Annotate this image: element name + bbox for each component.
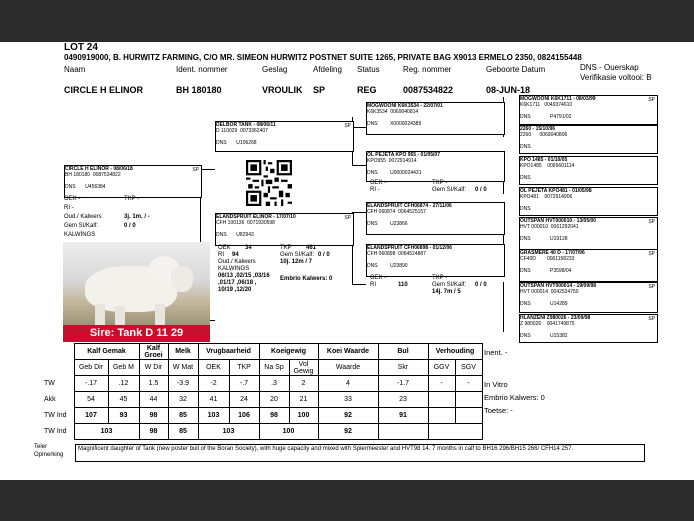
header-status: Status — [357, 65, 380, 74]
header-name: Naam — [64, 65, 86, 74]
grid-cell: 103 — [198, 424, 259, 440]
self-oud-value: 3j. 1m. / - — [124, 214, 150, 220]
grid-cell: 93 — [108, 408, 139, 424]
grid-cell: 1.5 — [139, 376, 168, 392]
row-label: TW — [44, 380, 55, 387]
grid-cell — [428, 392, 455, 408]
great-grandparent-box — [519, 156, 658, 185]
group-kalf-groei: Kalf Groei — [139, 344, 168, 360]
grid-cell: 54 — [74, 392, 108, 408]
box-title: GRASMERE 40 D - 17/07/96 — [520, 250, 585, 256]
sp-label: SP — [648, 97, 655, 103]
dam-kalwing-dates: 06/13 ,02/15 ,03/16 — [218, 273, 270, 279]
dam-kalwing-dates: ,01/17 ,06/18 , — [218, 280, 257, 286]
box-title: ELANDSPRUIT CFH06898 - 01/12/06 — [367, 245, 453, 251]
self-pedigree-box — [64, 165, 202, 198]
box-title: KPO 1485 - 01/10/05 — [520, 157, 568, 163]
box-reg: 0064525157 — [398, 209, 426, 215]
box-id: KPO481 — [520, 194, 539, 200]
gp-ri-value: 110 — [398, 282, 408, 288]
grid-cell: 103 — [74, 424, 139, 440]
grid-cell: -1.7 — [378, 376, 428, 392]
sire-pedigree-box — [215, 121, 354, 152]
qr-code — [246, 160, 292, 206]
box-dns: U23890 — [390, 263, 408, 269]
grid-cell: 107 — [74, 408, 108, 424]
owner-line: 0490919000, B. HURWITZ FARMING, C/O MR. SIMEON HURWITZ POSTNET SUITE 1265, PRIVATE BAG X9013 ERMELO 2350, 0824155448 — [64, 53, 582, 62]
sp-label: SP — [344, 215, 351, 221]
great-grandparent-box — [519, 282, 658, 313]
gp-tkp: TKP - — [432, 180, 448, 186]
sp-label: SP — [648, 316, 655, 322]
dam-tkp-value: 461 — [306, 245, 317, 251]
grid-cell — [455, 392, 482, 408]
sire-banner: Sire: Tank D 11 29 — [63, 325, 210, 342]
box-reg: 0072914914 — [388, 158, 417, 164]
dns-label: DNS — [216, 232, 227, 238]
embrio-kalwers-label: Embrio Kalwers: 0 — [484, 393, 545, 402]
box-title: CIRCLE H ELINOR - 08/06/18 — [65, 166, 133, 172]
group-vrugbaarheid: Vrugbaarheid — [198, 344, 259, 360]
self-ri: RI - — [64, 205, 74, 211]
box-reg: 0072914906 — [544, 194, 573, 200]
header-dob: Geboorte Datum — [486, 65, 546, 74]
row-label: TW Ind — [44, 428, 67, 435]
great-grandparent-box — [519, 314, 658, 343]
self-kalwings: KALWINGS — [64, 232, 96, 238]
header-dns: DNS - Ouerskap — [580, 63, 639, 72]
sub-header: SGV — [455, 360, 482, 376]
dns-label: DNS — [520, 114, 531, 120]
box-id: CFH 060898 — [367, 251, 396, 257]
sub-header: Skr — [378, 360, 428, 376]
animal-dob: 08-JUN-18 — [486, 85, 531, 95]
box-title: ELANDSPRUIT CFH06874 - 27/11/06 — [367, 203, 452, 209]
grid-cell: 85 — [168, 408, 198, 424]
dns-label: DNS — [520, 333, 531, 339]
dam-ri-label: RI — [218, 252, 224, 258]
sp-label: SP — [648, 251, 655, 257]
grandparent-box — [366, 202, 505, 235]
grid-cell: 91 — [378, 408, 428, 424]
dns-label: DNS — [520, 268, 531, 274]
grid-cell: 33 — [318, 392, 378, 408]
grid-cell: -3.9 — [168, 376, 198, 392]
box-title: MOGWOONI K6K3534 - 22/07/01 — [367, 103, 443, 109]
great-grandparent-box — [519, 187, 658, 216]
grid-cell: .12 — [108, 376, 139, 392]
sp-label: SP — [648, 284, 655, 290]
gp-tkp: TKP - — [432, 275, 448, 281]
grid-cell — [455, 408, 482, 424]
box-dns: U14289 — [550, 301, 568, 307]
box-dns: U15382 — [550, 333, 568, 339]
box-dns: U82943 — [236, 232, 254, 238]
dns-label: DNS — [367, 170, 378, 176]
grid-cell: 23 — [378, 392, 428, 408]
box-id: CFH 060874 — [367, 209, 396, 215]
sub-header: TKP — [229, 360, 259, 376]
animal-name: CIRCLE H ELINOR — [64, 85, 144, 95]
grid-cell — [428, 408, 455, 424]
dns-label: DNS — [520, 236, 531, 242]
box-reg: 0049374610 — [544, 102, 573, 108]
box-id: Z 980026 — [520, 321, 542, 327]
header-sex: Geslag — [262, 65, 288, 74]
dam-oek-label: OEK — [218, 245, 231, 251]
grid-cell: 21 — [289, 392, 318, 408]
box-dns: U23866 — [390, 221, 408, 227]
box-reg: 0061292041 — [550, 224, 579, 230]
box-dns: P4791/02 — [550, 114, 572, 120]
animal-status: REG — [357, 85, 377, 95]
grid-cell: 106 — [229, 408, 259, 424]
self-gem-value: 0 / 0 — [124, 223, 136, 229]
sub-header: W Dir — [139, 360, 168, 376]
in-vitro-label: In Vitro — [484, 380, 508, 389]
box-title: OL PEJETA KPO481 - 01/05/98 — [520, 188, 592, 194]
grandparent-box — [366, 151, 505, 182]
self-tkp: TKP - — [124, 196, 140, 202]
box-title: ELANDSPRUIT ELINOR - 17/07/10 — [216, 214, 296, 220]
grid-cell: 103 — [198, 408, 229, 424]
performance-grid — [44, 343, 483, 440]
grandparent-box — [366, 244, 505, 277]
box-title: DELBOR TANK - 08/06/11 — [216, 122, 276, 128]
box-title: OUTSPAN HVT000014 - 19/09/98 — [520, 283, 597, 289]
grid-cell: 98 — [259, 408, 289, 424]
great-grandparent-box — [519, 125, 658, 154]
remark-label: Teler — [34, 444, 48, 450]
box-dns: P3598/04 — [550, 268, 572, 274]
group-kalf-gemak: Kalf Gemak — [74, 344, 139, 360]
box-reg: 0064524887 — [398, 251, 426, 257]
grid-cell: 2 — [289, 376, 318, 392]
sub-header: OEK — [198, 360, 229, 376]
group-bul: Bul — [378, 344, 428, 360]
box-reg: 0087534822 — [92, 172, 121, 178]
box-id: KPO955 — [367, 158, 386, 164]
box-id: CF40D — [520, 256, 536, 262]
box-dns: X0000024389 — [390, 121, 422, 127]
header-ident: Ident. nommer — [176, 65, 228, 74]
remark-label: Opmerking — [34, 452, 64, 458]
grid-cell: 4 — [318, 376, 378, 392]
self-oud-label: Oud./ Kalwers — [64, 214, 102, 220]
grid-cell: -.7 — [229, 376, 259, 392]
sub-header: W Mat — [168, 360, 198, 376]
animal-section: SP — [313, 85, 326, 95]
grid-cell: 44 — [139, 392, 168, 408]
box-id: 2260 — [520, 132, 532, 138]
box-dns: U19128 — [550, 236, 568, 242]
box-dns: U106268 — [236, 140, 257, 146]
gp-ri: RI - — [370, 187, 380, 193]
header-reg: Reg. nommer — [403, 65, 452, 74]
dam-tkp-label: TKP — [280, 245, 292, 251]
box-title: MOGWOONI K6K1711 - 08/03/99 — [520, 96, 596, 102]
connector-line — [352, 165, 366, 166]
gp-oek: OEK - — [370, 180, 387, 186]
sp-label: SP — [344, 123, 351, 129]
header-verification: Verifikasie voltooi: B — [580, 73, 652, 82]
gp-gem-label: Gem SI/Kalf: — [432, 187, 467, 193]
self-gem-label: Gem SI/Kalf: — [64, 223, 99, 229]
box-id: KPO1485 — [520, 163, 542, 169]
self-oek: OEK - — [64, 196, 81, 202]
gp-oud-value: 14j. 7m / 5 — [432, 289, 461, 295]
gp-gem-label: Gem SI/Kalf: — [432, 282, 467, 288]
breeder-remark: Magnificent daughter of Tank (new poster bull of the Boran Society), with huge capacity and mixed with Spiermeester and HVT98 14. 7 months in calf to BH16 296/BH15 266/ CFH14 257. — [75, 444, 645, 462]
gp-ri-label: RI — [370, 282, 376, 288]
grid-cell: -.17 — [74, 376, 108, 392]
animal-reg: 0087534822 — [403, 85, 454, 95]
connector-line — [352, 127, 366, 128]
dns-label: DNS — [520, 144, 531, 150]
dam-ri-value: 94 — [232, 252, 239, 258]
sp-label: SP — [648, 219, 655, 225]
grid-cell: 41 — [198, 392, 229, 408]
grid-cell: 98 — [139, 424, 168, 440]
sp-label: SP — [192, 167, 199, 173]
gp-gem-value: 0 / 0 — [475, 187, 487, 193]
gp-gem-value: 0 / 0 — [475, 282, 487, 288]
group-verhouding: Verhouding — [428, 344, 482, 360]
grid-cell: -2 — [198, 376, 229, 392]
connector-line — [352, 284, 366, 285]
dam-pedigree-box — [215, 213, 354, 246]
grandparent-box — [366, 102, 505, 135]
box-reg: 0071930598 — [247, 220, 275, 226]
sub-header: Waarde — [318, 360, 378, 376]
row-label: Akk — [44, 396, 56, 403]
sub-header: Geb M — [108, 360, 139, 376]
dns-label: DNS — [216, 140, 227, 146]
grid-cell: 32 — [168, 392, 198, 408]
grid-cell: - — [428, 376, 455, 392]
box-reg: 0069040814 — [390, 109, 419, 115]
grid-cell: 85 — [168, 424, 198, 440]
connector-line — [503, 282, 504, 332]
dam-embrio: Embrio Kalwers: 0 — [280, 276, 333, 282]
connector-line — [200, 169, 215, 170]
box-id: K6K3534 — [367, 109, 388, 115]
dns-label: DNS — [520, 175, 531, 181]
grid-cell: .3 — [259, 376, 289, 392]
box-id: D 110029 — [216, 128, 238, 134]
group-koeigewig: Koeigewig — [259, 344, 318, 360]
box-id: CFH 100136 — [216, 220, 245, 226]
dam-oek-value: 34 — [245, 245, 252, 251]
box-id: K6K1711 — [520, 102, 541, 108]
box-reg: 0065601114 — [547, 163, 575, 169]
dam-oud-label: Oud./ Kalwers — [218, 259, 256, 265]
dns-label: DNS — [520, 206, 531, 212]
box-id: BH 180180 — [65, 172, 91, 178]
grid-cell: - — [455, 376, 482, 392]
row-label: TW Ind — [44, 412, 67, 419]
animal-sex: VROULIK — [262, 85, 303, 95]
box-title: 2260 - 15/10/96 — [520, 126, 556, 132]
grid-cell: 20 — [259, 392, 289, 408]
grid-cell: 92 — [318, 408, 378, 424]
box-dns: U0000024431 — [390, 170, 422, 176]
great-grandparent-box — [519, 249, 658, 282]
inent-label: Inent. - — [484, 348, 508, 357]
header-section: Afdeling — [313, 65, 342, 74]
gp-oek: OEK - — [370, 275, 387, 281]
dam-oud-value: 10j. 12m / 7 — [280, 259, 313, 265]
box-reg: 0073362407 — [240, 128, 268, 134]
grid-cell: 100 — [289, 408, 318, 424]
sub-header: Vol Gewig — [289, 360, 318, 376]
box-id: HVT 000014 — [520, 289, 548, 295]
dam-kalwings: KALWINGS — [218, 266, 250, 272]
box-title: HLANZENI Z980026 - 23/09/98 — [520, 315, 591, 321]
dam-gem-value: 0 / 0 — [318, 252, 330, 258]
grid-cell: 92 — [318, 424, 378, 440]
sub-header: GGV — [428, 360, 455, 376]
box-title: OUTSPAN HVT000010 - 13/05/00 — [520, 218, 597, 224]
pedigree-sheet — [0, 42, 694, 480]
group-melk: Melk — [168, 344, 198, 360]
dns-label: DNS — [367, 121, 378, 127]
great-grandparent-box — [519, 95, 658, 125]
box-reg: 0042534750 — [550, 289, 579, 295]
box-dns: U456384 — [85, 184, 106, 190]
dns-label: DNS — [367, 263, 378, 269]
sub-header: Na Sp — [259, 360, 289, 376]
connector-line — [352, 212, 366, 213]
grid-cell: 100 — [259, 424, 318, 440]
grid-cell: 98 — [139, 408, 168, 424]
grid-cell — [378, 424, 428, 440]
group-koei-waarde: Koei Waarde — [318, 344, 378, 360]
grid-cell: 45 — [108, 392, 139, 408]
great-grandparent-box — [519, 217, 658, 250]
dam-kalwing-dates: 10/19 ,12/20 — [218, 287, 252, 293]
grid-cell — [428, 424, 482, 440]
sub-header: Geb Dir — [74, 360, 108, 376]
dam-gem-label: Gem SI/Kalf: — [280, 252, 315, 258]
dns-label: DNS — [520, 301, 531, 307]
dns-label: DNS — [65, 184, 76, 190]
box-reg: 0069040806 — [539, 132, 568, 138]
toetse-label: Toetse: - — [484, 406, 513, 415]
box-reg: 0061158233 — [546, 256, 575, 262]
dns-label: DNS — [367, 221, 378, 227]
animal-ident: BH 180180 — [176, 85, 222, 95]
grid-cell: 24 — [229, 392, 259, 408]
box-reg: 0041749875 — [546, 321, 575, 327]
box-id: HVT 000010 — [520, 224, 548, 230]
lot-number: LOT 24 — [64, 42, 98, 53]
box-title: OL PEJETA KPO 955 - 01/05/07 — [367, 152, 440, 158]
